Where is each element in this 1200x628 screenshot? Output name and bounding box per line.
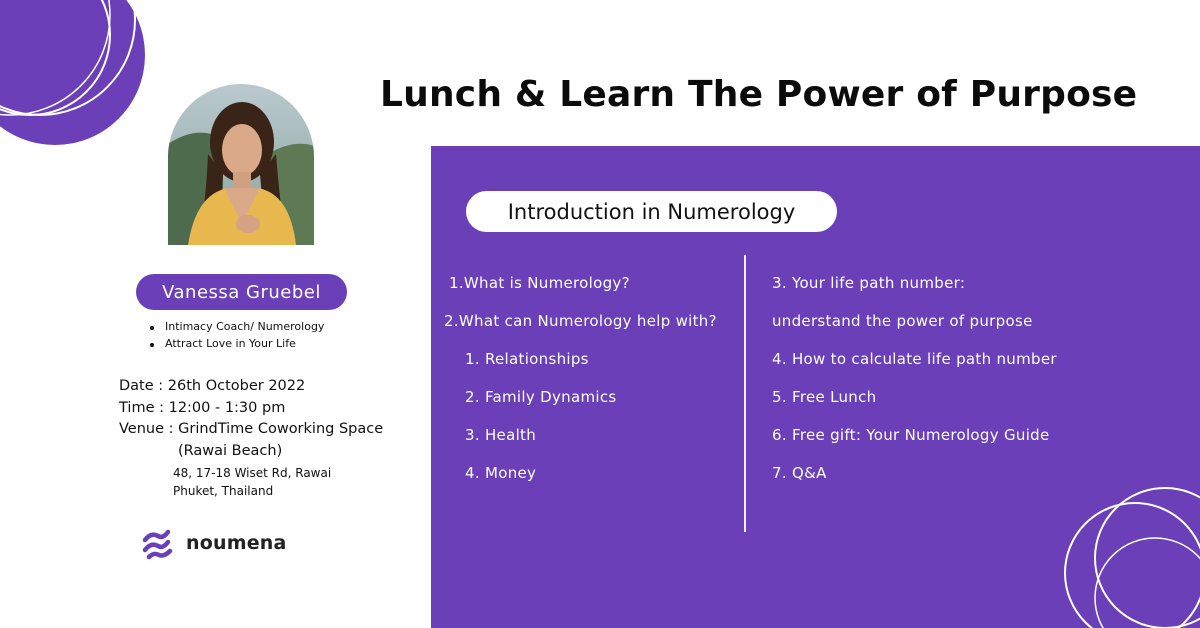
agenda-heading: Introduction in Numerology <box>466 191 837 232</box>
address-line: Phuket, Thailand <box>173 484 274 498</box>
agenda-item: understand the power of purpose <box>772 312 1033 330</box>
speaker-role: Intimacy Coach/ Numerology <box>150 319 324 336</box>
agenda-item: 3. Your life path number: <box>772 274 966 292</box>
noumena-logo-icon <box>141 526 175 560</box>
agenda-subitem: 3. Health <box>465 426 537 444</box>
agenda-subitem: 2. Family Dynamics <box>465 388 617 406</box>
event-date: Date : 26th October 2022 <box>119 378 306 394</box>
event-time: Time : 12:00 - 1:30 pm <box>119 399 286 416</box>
agenda-item: 7. Q&A <box>772 464 827 482</box>
speaker-role: Attract Love in Your Life <box>150 336 324 353</box>
agenda-item: 2.What can Numerology help with? <box>444 312 717 330</box>
event-address <box>173 464 331 500</box>
speaker-photo <box>168 84 314 245</box>
decorative-circles-bottom-right <box>1000 468 1200 628</box>
agenda-left-column <box>444 274 717 502</box>
speaker-roles <box>150 319 324 352</box>
speaker-name: Vanessa Gruebel <box>136 274 347 310</box>
address-line: 48, 17-18 Wiset Rd, Rawai <box>173 466 332 480</box>
brand-name: noumena <box>186 532 287 554</box>
event-venue-sub: (Rawai Beach) <box>178 442 283 459</box>
agenda-item: 5. Free Lunch <box>772 388 877 406</box>
column-divider <box>744 255 746 532</box>
agenda-item: 1.What is Numerology? <box>449 274 630 292</box>
agenda-item: 6. Free gift: Your Numerology Guide <box>772 426 1050 444</box>
brand-logo <box>141 526 287 560</box>
agenda-item: 4. How to calculate life path number <box>772 350 1057 368</box>
event-details <box>119 378 383 464</box>
page-title: Lunch & Learn The Power of Purpose <box>380 74 1138 115</box>
agenda-subitem: 1. Relationships <box>465 350 589 368</box>
event-venue: Venue : GrindTime Coworking Space <box>119 421 384 437</box>
agenda-subitem: 4. Money <box>465 464 537 482</box>
